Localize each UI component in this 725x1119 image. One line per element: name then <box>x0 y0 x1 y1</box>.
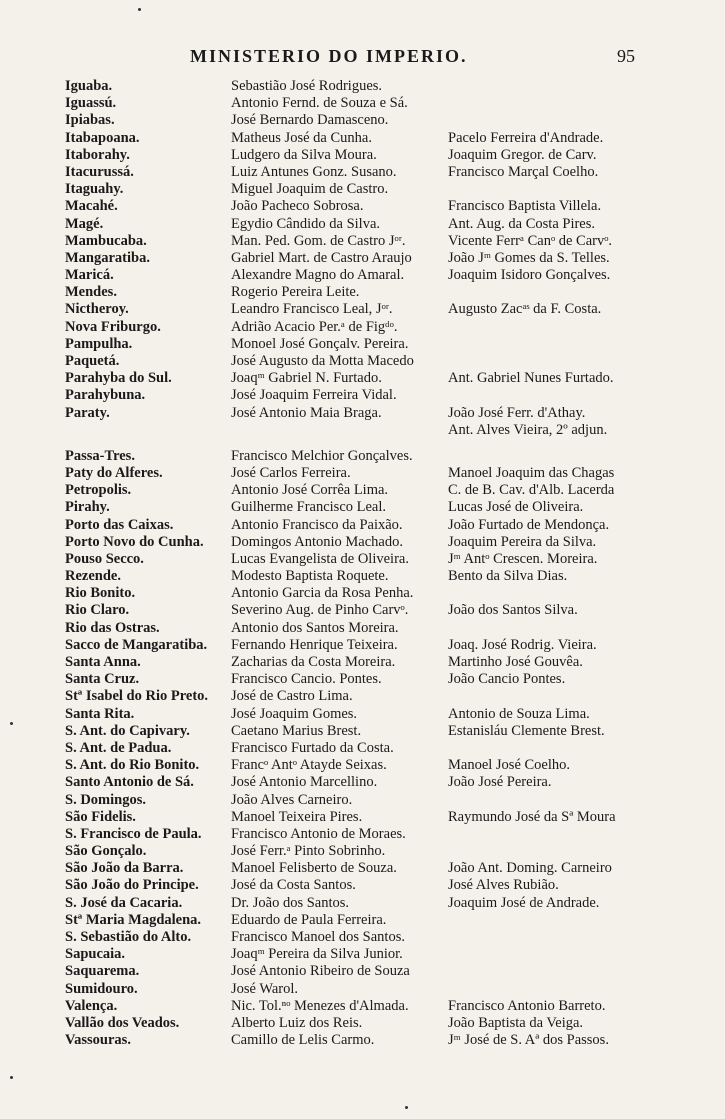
entry-row <box>0 422 725 448</box>
substitute-name: Antonio de Souza Lima. <box>448 705 590 722</box>
entry-row <box>0 568 725 585</box>
entry-row <box>0 826 725 843</box>
entry-row <box>0 877 725 894</box>
place-name: S. Domingos. <box>65 791 146 808</box>
substitute-name: Joaquim José de Andrade. <box>448 894 600 911</box>
entry-row <box>0 353 725 370</box>
entry-row <box>0 448 725 465</box>
official-name: Francᵒ Antᵒ Atayde Seixas. <box>231 757 387 774</box>
entry-row <box>0 602 725 619</box>
official-name: Francisco Cancio. Pontes. <box>231 671 382 688</box>
official-name: Sebastião José Rodrigues. <box>231 78 383 94</box>
place-name: S. Ant. do Rio Bonito. <box>65 757 200 774</box>
entry-row <box>0 319 725 336</box>
substitute-name: João dos Santos Silva. <box>448 602 578 619</box>
place-name: Nictheroy. <box>65 301 129 318</box>
place-name: Itabapoana. <box>65 129 140 146</box>
entries-list <box>0 78 725 1049</box>
place-name: Paty do Alferes. <box>65 464 163 481</box>
place-name: Iguassú. <box>65 95 117 112</box>
entry-row <box>0 1032 725 1049</box>
entry-row <box>0 946 725 963</box>
place-name: Stª Maria Magdalena. <box>65 911 202 928</box>
official-name: José Carlos Ferreira. <box>231 464 351 481</box>
entry-row <box>0 95 725 112</box>
official-name: Gabriel Mart. de Castro Araujo <box>231 249 412 266</box>
substitute-name: José Alves Rubião. <box>448 877 559 894</box>
official-name: Manoel Felisberto de Souza. <box>231 860 397 877</box>
official-name: Zacharias da Costa Moreira. <box>231 654 396 670</box>
ink-speck <box>10 1076 13 1079</box>
substitute-name: Francisco Antonio Barreto. <box>448 997 606 1014</box>
entry-row <box>0 843 725 860</box>
place-name: Iguaba. <box>65 78 113 94</box>
place-name: São Gonçalo. <box>65 843 147 860</box>
place-name: Sumidouro. <box>65 980 138 997</box>
official-name: Nic. Tol.ⁿᵒ Menezes d'Almada. <box>231 997 409 1014</box>
place-name: Vallão dos Veados. <box>65 1014 180 1031</box>
official-name: Adrião Acacio Per.ᵃ de Figᵈᵒ. <box>231 318 398 335</box>
ink-speck <box>138 8 141 11</box>
entry-row <box>0 551 725 568</box>
entry-row <box>0 620 725 637</box>
substitute-name: Jᵐ José de S. Aª dos Passos. <box>448 1032 609 1049</box>
official-name: Antonio Francisco da Paixão. <box>231 516 403 533</box>
place-name: Sacco de Mangaratiba. <box>65 636 208 653</box>
place-name: Mendes. <box>65 284 117 301</box>
official-name: Severino Aug. de Pinho Carvᵒ. <box>231 602 409 619</box>
place-name: São João da Barra. <box>65 860 184 877</box>
official-name: Alberto Luiz dos Reis. <box>231 1014 363 1031</box>
place-name: S. Ant. do Capivary. <box>65 722 190 739</box>
substitute-name: Ant. Gabriel Nunes Furtado. <box>448 370 614 387</box>
place-name: São Fidelis. <box>65 808 136 825</box>
official-name: Antonio José Corrêa Lima. <box>231 482 389 499</box>
substitute-name: Pacelo Ferreira d'Andrade. <box>448 129 604 146</box>
place-name: São João do Principe. <box>65 877 199 894</box>
substitute-name: João Jᵐ Gomes da S. Telles. <box>448 249 610 266</box>
official-name: Francisco Manoel dos Santos. <box>231 929 405 945</box>
substitute-name: João José Ferr. d'Athay. <box>448 404 586 421</box>
entry-row <box>0 465 725 482</box>
entry-row <box>0 216 725 233</box>
entry-row <box>0 482 725 499</box>
official-name: Alexandre Magno do Amaral. <box>231 267 405 284</box>
official-name: Antonio dos Santos Moreira. <box>231 619 399 636</box>
page-title: MINISTERIO DO IMPERIO. <box>190 46 468 66</box>
official-name: Joaqᵐ Pereira da Silva Junior. <box>231 946 403 963</box>
substitute-name: Joaquim Gregor. de Carv. <box>448 146 597 163</box>
place-name: Rio Bonito. <box>65 585 136 602</box>
substitute-name: Joaq. José Rodrig. Vieira. <box>448 636 597 653</box>
entry-row <box>0 534 725 551</box>
place-name: S. Francisco de Paula. <box>65 825 202 842</box>
official-name: José Warol. <box>231 980 299 997</box>
entry-row <box>0 112 725 129</box>
place-name: Stª Isabel do Rio Preto. <box>65 688 209 705</box>
entry-row <box>0 740 725 757</box>
substitute-name: Manoel Joaquim das Chagas <box>448 464 615 481</box>
entry-row <box>0 78 725 95</box>
official-name: José Augusto da Motta Macedo <box>231 353 414 369</box>
entry-row <box>0 130 725 147</box>
place-name: Parahyba do Sul. <box>65 370 172 387</box>
entry-row <box>0 233 725 250</box>
place-name: Itacurussá. <box>65 163 134 180</box>
place-name: Passa-Tres. <box>65 447 135 464</box>
place-name: Saquarema. <box>65 963 140 980</box>
official-name: João Alves Carneiro. <box>231 791 353 808</box>
place-name: Magé. <box>65 215 104 232</box>
substitute-name: Martinho José Gouvêa. <box>448 654 583 670</box>
substitute-name: Jᵐ Antᵒ Crescen. Moreira. <box>448 550 598 567</box>
entry-row <box>0 370 725 387</box>
entry-row <box>0 706 725 723</box>
place-name: Mambucaba. <box>65 232 147 249</box>
official-name: Miguel Joaquim de Castro. <box>231 181 389 198</box>
substitute-name: Ant. Aug. da Costa Pires. <box>448 215 596 232</box>
entry-row <box>0 387 725 404</box>
entry-row <box>0 688 725 705</box>
place-name: Mangaratiba. <box>65 249 150 266</box>
official-name: Luiz Antunes Gonz. Susano. <box>231 163 397 180</box>
place-name: S. José da Cacaria. <box>65 894 183 911</box>
place-name: Pouso Secco. <box>65 550 144 567</box>
substitute-name: Joaquim Pereira da Silva. <box>448 533 597 550</box>
entry-row <box>0 585 725 602</box>
official-name: Francisco Antonio de Moraes. <box>231 825 406 842</box>
official-name: Eduardo de Paula Ferreira. <box>231 911 387 928</box>
entry-row <box>0 181 725 198</box>
substitute-name: Francisco Marçal Coelho. <box>448 163 599 180</box>
substitute-name: João Furtado de Mendonça. <box>448 516 610 533</box>
official-name: Guilherme Francisco Leal. <box>231 499 387 516</box>
entry-row <box>0 637 725 654</box>
entry-row <box>0 164 725 181</box>
substitute-name: Raymundo José da Sª Moura <box>448 808 616 825</box>
official-name: Ludgero da Silva Moura. <box>231 146 377 163</box>
substitute-name: Bento da Silva Dias. <box>448 568 568 585</box>
place-name: Sapucaia. <box>65 946 126 963</box>
substitute-name: João Cancio Pontes. <box>448 671 566 688</box>
substitute-name: Ant. Alves Vieira, 2º adjun. <box>448 421 608 438</box>
substitute-name: Joaquim Isidoro Gonçalves. <box>448 267 611 284</box>
place-name: Porto Novo do Cunha. <box>65 533 204 550</box>
substitute-name: C. de B. Cav. d'Alb. Lacerda <box>448 482 615 499</box>
ink-speck <box>405 1106 408 1109</box>
place-name: Santa Cruz. <box>65 671 140 688</box>
substitute-name: Lucas José de Oliveira. <box>448 499 584 516</box>
official-name: José Ferr.ᵃ Pinto Sobrinho. <box>231 843 386 860</box>
official-name: Caetano Marius Brest. <box>231 722 362 739</box>
place-name: Valença. <box>65 997 118 1014</box>
place-name: Paquetá. <box>65 353 120 369</box>
place-name: Rezende. <box>65 568 121 585</box>
substitute-name: João Ant. Doming. Carneiro <box>448 860 612 877</box>
entry-row <box>0 981 725 998</box>
substitute-name: Manoel José Coelho. <box>448 757 571 774</box>
entry-row <box>0 250 725 267</box>
entry-row <box>0 757 725 774</box>
entry-row <box>0 774 725 791</box>
official-name: Francisco Furtado da Costa. <box>231 739 394 756</box>
place-name: Pirahy. <box>65 499 110 516</box>
place-name: Maricá. <box>65 267 114 284</box>
place-name: Petropolis. <box>65 482 132 499</box>
official-name: Francisco Melchior Gonçalves. <box>231 447 413 464</box>
official-name: Camillo de Lelis Carmo. <box>231 1032 375 1049</box>
place-name: Porto das Caixas. <box>65 516 174 533</box>
official-name: Lucas Evangelista de Oliveira. <box>231 550 409 567</box>
entry-row <box>0 929 725 946</box>
substitute-name: João José Pereira. <box>448 774 552 791</box>
official-name: Monoel José Gonçalv. Pereira. <box>231 335 409 352</box>
entry-row <box>0 860 725 877</box>
place-name: Pampulha. <box>65 335 133 352</box>
substitute-name: Francisco Baptista Villela. <box>448 198 602 215</box>
place-name: S. Sebastião do Alto. <box>65 929 192 945</box>
place-name: Paraty. <box>65 404 110 421</box>
entry-row <box>0 998 725 1015</box>
entry-row <box>0 1015 725 1032</box>
place-name: Rio das Ostras. <box>65 619 160 636</box>
place-name: Itaguahy. <box>65 181 124 198</box>
substitute-name: Vicente Ferrᵃ Canᵒ de Carvᵒ. <box>448 232 613 249</box>
entry-row <box>0 336 725 353</box>
official-name: José Antonio Ribeiro de Souza <box>231 963 410 980</box>
page-header <box>0 44 725 74</box>
place-name: Rio Claro. <box>65 602 130 619</box>
entry-row <box>0 809 725 826</box>
entry-row <box>0 147 725 164</box>
official-name: José Antonio Maia Braga. <box>231 404 382 421</box>
entry-row <box>0 895 725 912</box>
entry-row <box>0 654 725 671</box>
entry-row <box>0 792 725 809</box>
official-name: Antonio Fernd. de Souza e Sá. <box>231 95 408 112</box>
place-name: Itaborahy. <box>65 146 130 163</box>
entry-row <box>0 517 725 534</box>
official-name: José da Costa Santos. <box>231 877 356 894</box>
official-name: José de Castro Lima. <box>231 688 353 705</box>
place-name: Vassouras. <box>65 1032 131 1049</box>
entry-row <box>0 963 725 980</box>
entry-row <box>0 723 725 740</box>
place-name: S. Ant. de Padua. <box>65 739 172 756</box>
substitute-name: Augusto Zacᵃˢ da F. Costa. <box>448 301 602 318</box>
official-name: José Bernardo Damasceno. <box>231 112 389 129</box>
official-name: Egydio Cândido da Silva. <box>231 215 381 232</box>
entry-row <box>0 198 725 215</box>
entry-row <box>0 267 725 284</box>
place-name: Santa Rita. <box>65 705 135 722</box>
place-name: Parahybuna. <box>65 387 146 404</box>
official-name: Matheus José da Cunha. <box>231 129 372 146</box>
official-name: Man. Ped. Gom. de Castro Jᵒʳ. <box>231 232 406 249</box>
substitute-name: Estanisláu Clemente Brest. <box>448 722 605 739</box>
official-name: Manoel Teixeira Pires. <box>231 808 363 825</box>
entry-row <box>0 284 725 301</box>
entry-row <box>0 301 725 318</box>
entry-row <box>0 912 725 929</box>
official-name: Joaqᵐ Gabriel N. Furtado. <box>231 370 382 387</box>
official-name: João Pacheco Sobrosa. <box>231 198 364 215</box>
entry-row <box>0 499 725 516</box>
entry-row <box>0 405 725 422</box>
official-name: José Joaquim Ferreira Vidal. <box>231 387 397 404</box>
ink-speck <box>10 722 13 725</box>
official-name: José Antonio Marcellino. <box>231 774 378 791</box>
entry-row <box>0 671 725 688</box>
official-name: Leandro Francisco Leal, Jᵒʳ. <box>231 301 393 318</box>
place-name: Santa Anna. <box>65 654 141 670</box>
official-name: Modesto Baptista Roquete. <box>231 568 389 585</box>
official-name: José Joaquim Gomes. <box>231 705 358 722</box>
official-name: Domingos Antonio Machado. <box>231 533 403 550</box>
official-name: Fernando Henrique Teixeira. <box>231 636 398 653</box>
official-name: Dr. João dos Santos. <box>231 894 350 911</box>
place-name: Ipiabas. <box>65 112 115 129</box>
place-name: Santo Antonio de Sá. <box>65 774 194 791</box>
place-name: Nova Friburgo. <box>65 318 161 335</box>
official-name: Rogerio Pereira Leite. <box>231 284 360 301</box>
official-name: Antonio Garcia da Rosa Penha. <box>231 585 414 602</box>
place-name: Macahé. <box>65 198 118 215</box>
substitute-name: João Baptista da Veiga. <box>448 1014 584 1031</box>
page-number: 95 <box>617 46 635 66</box>
